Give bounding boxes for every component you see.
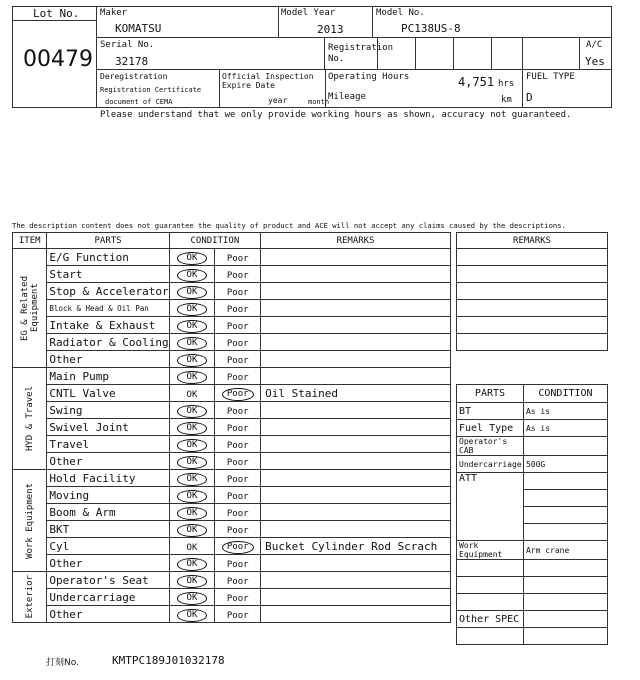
table-row	[13, 470, 451, 487]
remarks-cell	[261, 266, 451, 283]
part-name: Operator's Seat	[47, 572, 169, 589]
ac-label: A/C	[586, 40, 603, 50]
table-row	[13, 521, 451, 538]
mileage-label: Mileage	[328, 92, 366, 102]
ok-cell	[169, 538, 215, 555]
registration-label: Registration No.	[328, 43, 394, 64]
lot-number: 00479	[23, 47, 93, 72]
ok-cell	[169, 351, 215, 368]
ok-cell	[169, 504, 215, 521]
part-name: Other	[47, 606, 169, 623]
table-row	[13, 334, 451, 351]
right-blank-cell	[523, 507, 607, 524]
part-name: E/G Function	[47, 249, 169, 266]
right-parts-header: PARTS	[457, 385, 524, 403]
maker-label: Maker	[100, 8, 128, 18]
lot-label-cell	[12, 6, 97, 21]
lot-number-cell	[12, 20, 97, 108]
model-no-value: PC138US-8	[401, 22, 461, 35]
condition-header: CONDITION	[169, 233, 260, 249]
ok-cell	[169, 266, 215, 283]
poor-circled: Poor	[222, 388, 254, 401]
poor-circled: Poor	[222, 541, 254, 554]
table-row	[13, 572, 451, 589]
remarks-cell	[261, 606, 451, 623]
part-name: BKT	[47, 521, 169, 538]
accuracy-note: Please understand that we only provide working hours as shown, accuracy not guaranteed.	[100, 110, 572, 120]
poor-cell	[215, 589, 261, 606]
right-remark-row	[457, 300, 608, 317]
serial-cell	[96, 37, 325, 70]
ok-circled: OK	[177, 592, 208, 605]
part-name: Boom & Arm	[47, 504, 169, 521]
right-condition-header: CONDITION	[523, 385, 607, 403]
ok-circled: OK	[177, 558, 208, 571]
poor-option: Poor	[226, 406, 249, 417]
ok-circled: OK	[177, 456, 208, 469]
poor-option: Poor	[226, 474, 249, 485]
right-parts-row	[457, 420, 608, 437]
ok-cell	[169, 334, 215, 351]
poor-cell	[215, 504, 261, 521]
ok-cell	[169, 385, 215, 402]
part-name: Undercarriage	[47, 589, 169, 606]
expire-date-label: Expire Date	[222, 81, 275, 90]
ok-circled: OK	[177, 524, 208, 537]
ok-circled: OK	[177, 320, 208, 333]
poor-option: Poor	[226, 355, 249, 366]
ok-circled: OK	[177, 337, 208, 350]
item-group-label: Exterior	[24, 575, 35, 619]
ok-circled: OK	[177, 609, 208, 622]
poor-cell	[215, 351, 261, 368]
ok-cell	[169, 555, 215, 572]
poor-cell	[215, 402, 261, 419]
right-part-name: Fuel Type	[457, 420, 524, 437]
table-row	[13, 402, 451, 419]
right-work-equipment-label: Work Equipment	[457, 541, 524, 560]
ok-cell	[169, 589, 215, 606]
ok-cell	[169, 453, 215, 470]
ok-circled: OK	[177, 354, 208, 367]
part-name: Moving	[47, 487, 169, 504]
hrs-label: hrs	[498, 79, 515, 89]
remarks-cell	[261, 504, 451, 521]
poor-cell	[215, 470, 261, 487]
right-part-name: ATT	[457, 473, 524, 541]
other-spec-label: Other SPEC	[457, 611, 524, 628]
poor-option: Poor	[226, 508, 249, 519]
right-part-condition: As is	[523, 403, 607, 420]
model-no-cell	[372, 6, 612, 38]
poor-option: Poor	[226, 287, 249, 298]
remarks-cell	[261, 249, 451, 266]
right-blank-cell	[523, 594, 607, 611]
remarks-cell	[261, 402, 451, 419]
poor-cell	[215, 300, 261, 317]
poor-cell	[215, 453, 261, 470]
year-label: year	[268, 96, 288, 105]
remarks-cell	[261, 572, 451, 589]
fuel-type-label: FUEL TYPE	[526, 72, 575, 82]
km-label: km	[501, 95, 512, 105]
ok-circled: OK	[177, 439, 208, 452]
right-remark-row	[457, 334, 608, 351]
poor-cell	[215, 385, 261, 402]
maker-cell	[96, 6, 279, 38]
ok-circled: OK	[177, 507, 208, 520]
remarks-cell	[261, 555, 451, 572]
item-group-label: HYD & Travel	[24, 385, 35, 452]
poor-cell	[215, 572, 261, 589]
item-group-label: Work Equipment	[24, 482, 35, 559]
remarks-cell	[261, 300, 451, 317]
poor-cell	[215, 317, 261, 334]
item-group-cell	[13, 470, 47, 572]
part-name: Intake & Exhaust	[47, 317, 169, 334]
registration-cell	[324, 37, 394, 70]
right-part-condition	[523, 473, 607, 490]
ac-cell	[579, 37, 612, 70]
operating-hours-cell	[325, 69, 523, 108]
remarks-cell	[261, 487, 451, 504]
ok-circled: OK	[177, 252, 208, 265]
right-parts-row	[457, 403, 608, 420]
ok-cell	[169, 606, 215, 623]
fuel-type-value: D	[526, 91, 533, 104]
ok-cell	[169, 402, 215, 419]
poor-option: Poor	[226, 576, 249, 587]
poor-option: Poor	[226, 440, 249, 451]
poor-cell	[215, 436, 261, 453]
remarks-cell	[261, 589, 451, 606]
poor-cell	[215, 249, 261, 266]
registration-certificate-label: Registration Certificate	[100, 86, 202, 94]
remarks-cell	[261, 436, 451, 453]
ok-cell	[169, 487, 215, 504]
part-name: Radiator & Cooling	[47, 334, 169, 351]
poor-cell	[215, 419, 261, 436]
right-part-condition	[523, 437, 607, 456]
table-row	[13, 300, 451, 317]
poor-option: Poor	[226, 457, 249, 468]
right-blank-cell	[523, 560, 607, 577]
reg-box-5	[522, 37, 580, 70]
poor-cell	[215, 334, 261, 351]
table-row	[13, 504, 451, 521]
remarks-cell	[261, 419, 451, 436]
ok-circled: OK	[177, 490, 208, 503]
right-remarks-header: REMARKS	[457, 233, 608, 249]
serial-value: 32178	[115, 55, 149, 68]
remarks-cell	[261, 453, 451, 470]
table-row	[13, 538, 451, 555]
ok-cell	[169, 419, 215, 436]
part-name: Start	[47, 266, 169, 283]
remarks-cell: Bucket Cylinder Rod Scrach	[261, 538, 451, 555]
remarks-cell	[261, 334, 451, 351]
poor-option: Poor	[226, 321, 249, 332]
deregistration-cell	[96, 69, 220, 108]
poor-cell	[215, 487, 261, 504]
reg-box-2	[415, 37, 454, 70]
table-row	[13, 589, 451, 606]
ok-cell	[169, 283, 215, 300]
right-remark-row	[457, 266, 608, 283]
ok-circled: OK	[177, 286, 208, 299]
document-cema-label: document of CEMA	[105, 98, 173, 106]
right-part-name: Operator's CAB	[457, 437, 524, 456]
part-name: Swing	[47, 402, 169, 419]
part-name: Block & Head & Oil Pan	[47, 300, 169, 317]
right-part-name: BT	[457, 403, 524, 420]
ok-option: OK	[186, 542, 198, 553]
right-remark-row	[457, 283, 608, 300]
remarks-cell	[261, 521, 451, 538]
part-name: Swivel Joint	[47, 419, 169, 436]
poor-option: Poor	[226, 610, 249, 621]
stamp-label: 打刻No.	[46, 658, 79, 668]
right-remark-row	[457, 317, 608, 334]
table-row	[13, 249, 451, 266]
ok-cell	[169, 521, 215, 538]
ok-cell	[169, 572, 215, 589]
right-work-equipment-value: Arm crane	[523, 541, 607, 560]
reg-box-4	[491, 37, 523, 70]
table-row	[13, 453, 451, 470]
serial-label: Serial No.	[100, 40, 155, 50]
ok-circled: OK	[177, 473, 208, 486]
item-group-cell	[13, 368, 47, 470]
ok-cell	[169, 300, 215, 317]
right-part-condition: 500G	[523, 456, 607, 473]
right-part-condition: As is	[523, 420, 607, 437]
stamp-value: KMTPC189J01032178	[112, 654, 225, 667]
table-row	[13, 266, 451, 283]
poor-cell	[215, 368, 261, 385]
model-no-label: Model No.	[376, 8, 425, 18]
inspection-table	[12, 232, 451, 623]
remarks-cell	[261, 283, 451, 300]
item-group-cell	[13, 572, 47, 623]
part-name: Other	[47, 453, 169, 470]
ok-cell	[169, 470, 215, 487]
fuel-type-cell	[522, 69, 612, 108]
reg-box-1	[377, 37, 416, 70]
poor-option: Poor	[226, 423, 249, 434]
part-name: Cyl	[47, 538, 169, 555]
ok-cell	[169, 368, 215, 385]
part-name: Other	[47, 351, 169, 368]
table-row	[13, 436, 451, 453]
deregistration-label: Deregistration	[100, 72, 168, 81]
remarks-cell	[261, 351, 451, 368]
item-group-cell	[13, 249, 47, 368]
parts-header: PARTS	[47, 233, 169, 249]
poor-option: Poor	[226, 525, 249, 536]
part-name: CNTL Valve	[47, 385, 169, 402]
remarks-cell	[261, 368, 451, 385]
right-blank-cell	[457, 560, 524, 577]
right-remarks-table	[456, 232, 608, 351]
part-name: Travel	[47, 436, 169, 453]
right-blank-cell	[523, 490, 607, 507]
lot-label: Lot No.	[33, 7, 80, 20]
maker-value: KOMATSU	[115, 22, 162, 35]
table-row	[13, 368, 451, 385]
item-group-label: EG & Related Equipment	[19, 275, 40, 341]
ok-option: OK	[186, 389, 198, 400]
ok-circled: OK	[177, 371, 208, 384]
table-row	[13, 419, 451, 436]
ok-circled: OK	[177, 575, 208, 588]
poor-cell	[215, 266, 261, 283]
right-blank-cell	[523, 577, 607, 594]
right-parts-table	[456, 384, 608, 645]
part-name: Other	[47, 555, 169, 572]
vehicle-header	[12, 6, 612, 108]
poor-cell	[215, 521, 261, 538]
poor-option: Poor	[226, 304, 249, 315]
right-remark-row	[457, 249, 608, 266]
ok-circled: OK	[177, 405, 208, 418]
table-row	[13, 351, 451, 368]
remarks-cell	[261, 470, 451, 487]
table-row	[13, 487, 451, 504]
reg-box-3	[453, 37, 492, 70]
item-header: ITEM	[13, 233, 47, 249]
model-year-value: 2013	[317, 23, 344, 36]
table-row	[13, 606, 451, 623]
remarks-cell	[261, 317, 451, 334]
poor-cell	[215, 538, 261, 555]
month-label: month	[308, 98, 330, 106]
right-blank-cell	[457, 594, 524, 611]
ok-circled: OK	[177, 269, 208, 282]
poor-option: Poor	[226, 593, 249, 604]
right-blank-cell	[457, 577, 524, 594]
ok-cell	[169, 436, 215, 453]
right-parts-row	[457, 437, 608, 456]
operating-hours-label: Operating Hours	[328, 72, 410, 82]
part-name: Stop & Accelerator	[47, 283, 169, 300]
poor-option: Poor	[226, 338, 249, 349]
right-blank-cell	[457, 628, 524, 645]
poor-option: Poor	[226, 559, 249, 570]
poor-cell	[215, 283, 261, 300]
other-spec-value	[523, 611, 607, 628]
part-name: Main Pump	[47, 368, 169, 385]
right-part-name: Undercarriage	[457, 456, 524, 473]
table-row	[13, 555, 451, 572]
model-year-label: Model Year	[281, 8, 336, 18]
model-year-cell	[278, 6, 373, 38]
table-row	[13, 317, 451, 334]
poor-option: Poor	[226, 253, 249, 264]
ok-cell	[169, 249, 215, 266]
right-parts-row	[457, 473, 608, 490]
ac-value: Yes	[585, 55, 605, 68]
table-row	[13, 385, 451, 402]
poor-cell	[215, 555, 261, 572]
poor-option: Poor	[226, 491, 249, 502]
remarks-cell: Oil Stained	[261, 385, 451, 402]
poor-option: Poor	[226, 372, 249, 383]
poor-cell	[215, 606, 261, 623]
part-name: Hold Facility	[47, 470, 169, 487]
right-blank-cell	[523, 628, 607, 645]
disclaimer-text: The description content does not guarantee the quality of product and ACE will not accept any claims caused by the descriptions.	[12, 221, 566, 230]
remarks-header: REMARKS	[261, 233, 451, 249]
poor-option: Poor	[226, 270, 249, 281]
right-parts-row	[457, 456, 608, 473]
right-blank-cell	[523, 524, 607, 541]
table-row	[13, 283, 451, 300]
ok-circled: OK	[177, 303, 208, 316]
operating-hours-value: 4,751	[458, 75, 495, 89]
ok-circled: OK	[177, 422, 208, 435]
inspection-cell	[219, 69, 330, 108]
ok-cell	[169, 317, 215, 334]
official-inspection-label: Official Inspection	[222, 72, 314, 81]
